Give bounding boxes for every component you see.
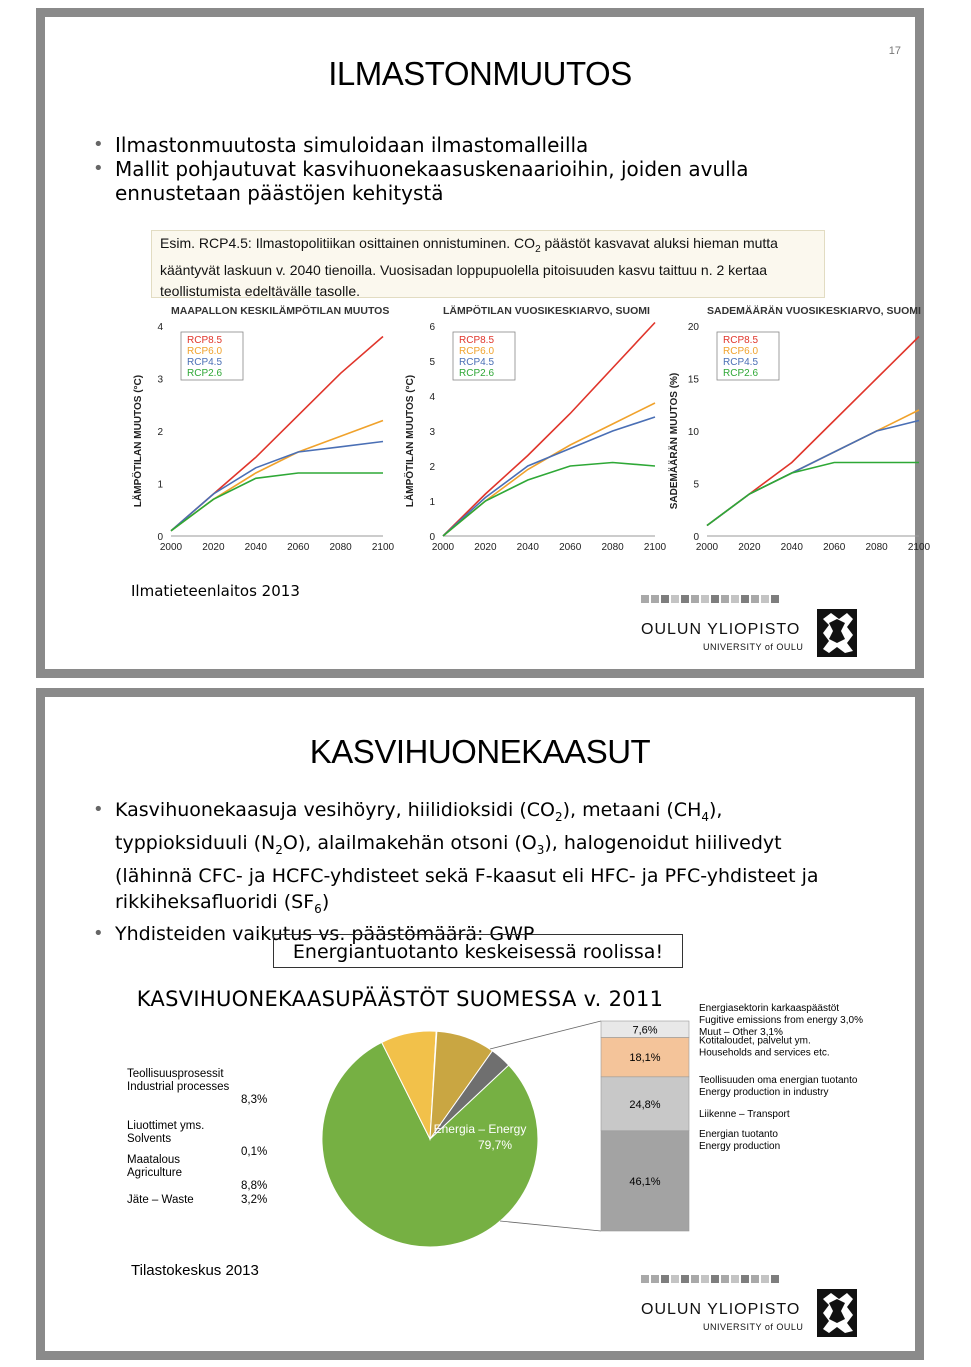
pie-label-en: Industrial processes [127, 1081, 230, 1093]
pie-value-energy: 79,7% [477, 1138, 513, 1152]
bullet-item: • Yhdisteiden vaikutus vs. päästömäärä: GWP [93, 921, 883, 947]
pie-value: 8,3% [241, 1094, 268, 1106]
bar-label-en: Energy production [699, 1140, 781, 1152]
x-tick-label: 2040 [516, 542, 539, 553]
climate-chart-panel [667, 304, 931, 553]
x-tick-label: 2080 [329, 542, 352, 553]
legend-entry: RCP4.5 [187, 357, 223, 368]
y-tick-label: 2 [429, 462, 435, 473]
pie-value: 3,2% [241, 1194, 268, 1206]
climate-chart-panel [403, 304, 667, 553]
legend-entry: RCP2.6 [459, 368, 495, 379]
x-tick-label: 2000 [431, 542, 455, 553]
pie-label-energy: Energia – Energy [433, 1122, 527, 1136]
x-tick-label: 2080 [865, 542, 888, 553]
slide-content [45, 17, 931, 669]
x-tick-label: 2060 [559, 542, 582, 553]
legend-entry: RCP2.6 [723, 368, 759, 379]
source-text: Tilastokeskus 2013 [131, 1262, 259, 1279]
note-subscript: 2 [535, 243, 541, 255]
pie-label-en: Solvents [127, 1133, 172, 1145]
x-tick-label: 2080 [601, 542, 624, 553]
pie-value: 0,1% [241, 1146, 268, 1158]
x-tick-label: 2100 [371, 542, 395, 553]
y-tick-label: 3 [429, 427, 435, 438]
bullet-item: • Mallit pohjautuvat kasvihuonekaasuskenaarioihin, joiden avulla ennustetaan päästöjen kehitystä [93, 157, 813, 205]
chart-title: LÄMPÖTILAN VUOSIKESKIARVO, SUOMI [443, 305, 650, 317]
bullet-list [93, 133, 813, 205]
climate-charts [101, 300, 971, 560]
y-tick-label: 0 [157, 532, 163, 543]
university-logo [641, 1275, 891, 1353]
pie-label-en: Agriculture [127, 1167, 182, 1179]
logo-name: OULUN YLIOPISTO [641, 1301, 801, 1318]
y-tick-label: 1 [429, 497, 435, 508]
bullet-item: • Kasvihuonekaasuja vesihöyry, hiilidioksidi $(CO_2)$, metaani $(CH_4)$, typpioksiduuli $(N_2O)$, alailmakehän otsoni $(O_3)$, halogenoidut hiilivedyt (lähinnä CFC- ja HCFC-yhdisteet sekä F-kaasut eli HFC- ja PFC-yhdisteet ja rikkiheksafluoridi $(SF_6)$ [93, 797, 883, 921]
x-tick-label: 2020 [202, 542, 225, 553]
pie-label: Maatalous [127, 1154, 181, 1166]
climate-chart-panel [131, 304, 395, 553]
bullet-list [93, 797, 883, 947]
emissions-chart [125, 1003, 905, 1251]
bar-label: Kotitaloudet, palvelut ym. [699, 1035, 811, 1047]
x-tick-label: 2000 [159, 542, 183, 553]
y-tick-label: 1 [157, 479, 163, 491]
y-tick-label: 20 [687, 322, 699, 333]
legend-entry: RCP8.5 [459, 335, 495, 346]
y-axis-label: SADEMÄÄRÄN MUUTOS (%) [669, 372, 680, 510]
example-note [151, 230, 825, 298]
slide-title: ILMASTONMUUTOS [328, 55, 632, 92]
bar-segment-value: 18,1% [629, 1052, 661, 1065]
pie-value: 8,8% [241, 1180, 268, 1192]
bar-label-extra: Muut – Other 3,1% [699, 1027, 783, 1038]
y-tick-label: 10 [687, 427, 699, 438]
legend-entry: RCP6.0 [723, 346, 759, 357]
emphasis-box: Energiantuotanto keskeisessä roolissa! [273, 934, 683, 968]
y-tick-label: 3 [157, 374, 163, 386]
bar-segment-value: 7,6% [632, 1024, 658, 1037]
x-tick-label: 2100 [907, 542, 931, 553]
y-tick-label: 5 [429, 357, 435, 368]
chart-legend [717, 332, 779, 380]
series-line-rcp45 [707, 421, 919, 526]
legend-entry: RCP8.5 [723, 335, 759, 346]
y-tick-label: 4 [429, 392, 435, 403]
bar-segment-value: 24,8% [629, 1098, 661, 1111]
y-tick-label: 6 [429, 322, 435, 333]
legend-entry: RCP6.0 [459, 346, 495, 357]
y-axis-label: LÄMPÖTILAN MUUTOS (°C) [133, 374, 144, 508]
note-text: Esim. RCP4.5: Ilmastopolitiikan osittainen onnistuminen. CO [160, 235, 536, 251]
note-text: teollistumista edeltävälle tasolle. [160, 282, 360, 299]
connector-line [500, 1221, 601, 1231]
logo-name-en: UNIVERSITY of OULU [703, 1322, 804, 1332]
page-number: 17 [888, 45, 901, 57]
series-line-rcp26 [171, 473, 383, 531]
chart-title: MAAPALLON KESKILÄMPÖTILAN MUUTOS [171, 305, 390, 317]
legend-entry: RCP6.0 [187, 346, 223, 357]
series-line-rcp45 [171, 442, 383, 531]
chart-legend [181, 332, 243, 380]
x-tick-label: 2040 [780, 542, 803, 553]
bar-label: Teollisuuden oma energian tuotanto [699, 1074, 858, 1086]
source-text: Ilmatieteenlaitos 2013 [131, 582, 300, 600]
legend-entry: RCP4.5 [459, 357, 495, 368]
x-tick-label: 2020 [474, 542, 497, 553]
bullet-item: • Ilmastonmuutosta simuloidaan ilmastomalleilla [93, 133, 813, 157]
x-tick-label: 2020 [738, 542, 761, 553]
x-tick-label: 2040 [244, 542, 267, 553]
y-tick-label: 4 [157, 322, 163, 333]
series-line-rcp60 [443, 403, 655, 536]
slide-content [45, 697, 915, 1351]
bar-label-en: Households and services etc. [699, 1047, 830, 1059]
bar-label-extra: Liikenne – Transport [699, 1108, 790, 1120]
legend-entry: RCP2.6 [187, 368, 223, 379]
pie-label: Jäte – Waste [127, 1194, 194, 1206]
bar-label: Energiasektorin karkaaspäästöt [699, 1003, 840, 1014]
legend-entry: RCP4.5 [723, 357, 759, 368]
chart-legend [453, 332, 515, 380]
y-tick-label: 0 [693, 532, 699, 543]
slide-title: KASVIHUONEKAASUT [309, 733, 651, 770]
note-text: kääntyvät laskuun v. 2040 tienoilla. Vuosisadan loppupuolella pitoisuuden kasvu taittuu n. 2 kertaa [160, 261, 768, 278]
university-emblem-icon [817, 1289, 857, 1337]
bar-label-en: Energy production in industry [699, 1086, 829, 1098]
y-tick-label: 2 [157, 427, 163, 438]
y-axis-label: LÄMPÖTILAN MUUTOS (°C) [405, 374, 416, 508]
slide-kasvihuonekaasut [36, 688, 924, 1360]
slide-ilmastonmuutos [36, 8, 931, 678]
university-logo [641, 595, 891, 673]
y-tick-label: 0 [429, 532, 435, 543]
bar-label-en: Fugitive emissions from energy 3,0% [699, 1015, 863, 1026]
bar-label: Energian tuotanto [699, 1128, 778, 1140]
x-tick-label: 2000 [695, 542, 719, 553]
pie-label: Liuottimet yms. [127, 1120, 205, 1132]
y-tick-label: 5 [693, 479, 699, 491]
university-emblem-icon [817, 609, 857, 657]
connector-line [490, 1021, 601, 1049]
chart-title: SADEMÄÄRÄN VUOSIKESKIARVO, SUOMI [707, 305, 921, 317]
y-tick-label: 15 [687, 374, 699, 386]
logo-name: OULUN YLIOPISTO [641, 621, 801, 638]
x-tick-label: 2060 [287, 542, 310, 553]
note-text: päästöt kasvavat aluksi hieman mutta [540, 235, 778, 251]
x-tick-label: 2060 [823, 542, 846, 553]
x-tick-label: 2100 [643, 542, 667, 553]
pie-label: Teollisuusprosessit [127, 1068, 224, 1080]
logo-name-en: UNIVERSITY of OULU [703, 642, 804, 652]
bar-segment-value: 46,1% [629, 1175, 661, 1188]
series-line-rcp26 [707, 463, 919, 526]
series-line-rcp26 [443, 463, 655, 537]
chart-subtitle: KASVIHUONEKAASUPÄÄSTÖT SUOMESSA v. 2011 [136, 987, 664, 1011]
legend-entry: RCP8.5 [187, 335, 223, 346]
